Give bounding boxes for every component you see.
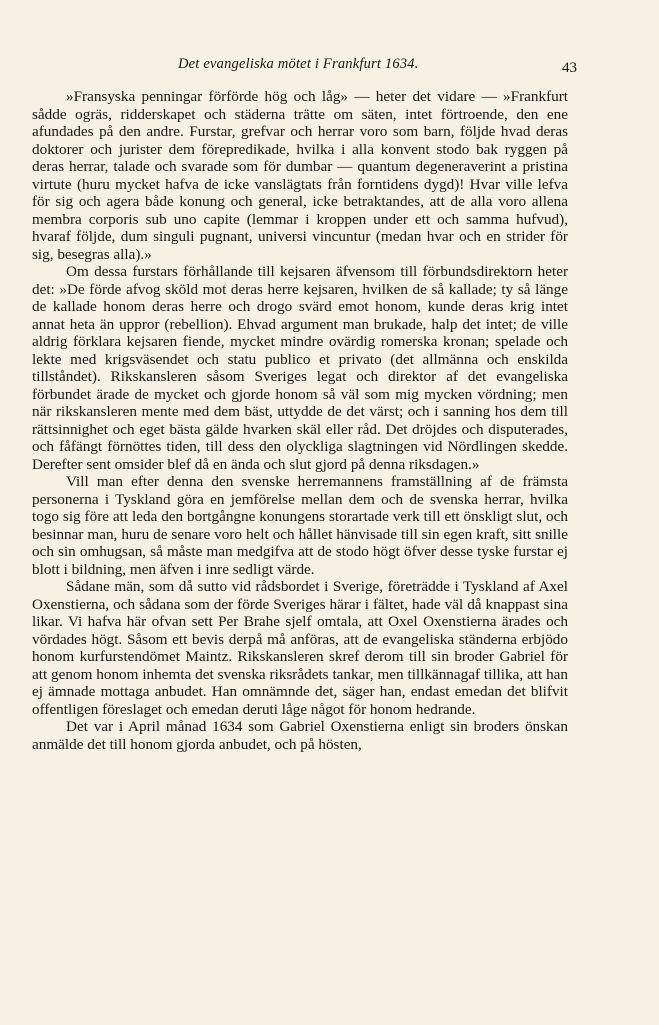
paragraph-2: Om dessa furstars förhållande till kejsaren äfvensom till förbundsdirektorn heter det: »De förde afvog sköld mot deras herre kejsaren, hvilken de så kallade; ty så länge de kallade honom deras herre och drogo svärd emot honom, kunde deras krig intet annat heta än uppror (rebellion). Ehvad argument man brukade, halp det intet; de ville aldrig förklara kejsaren fiende, mycket mindre ovärdig romerska kronan; spelade och lekte med krigsväsendet och statu publico et privato (det allmänna och enskilda tillståndet). Rikskansleren såsom Sveriges legat och direktor af det evangeliska förbundet ärade de mycket och gjorde honom så väl som mig mycken vördning; men när rikskansleren mente med dem bäst, uttydde de det värst; och i sanning hos dem till rättsinnighet och eget bästa gälde hvarken skäl eller råd. Det dröjdes och disputerades, och fåfängt förnöttes tiden, till dess den olyckliga slagtningen vid Nördlingen skedde. Derefter sent omsider blef då en ända och slut gjord på denna riksdagen.»: [32, 263, 568, 473]
running-title: Det evangeliska mötet i Frankfurt 1634.: [178, 56, 419, 72]
paragraph-1: »Fransyska penningar förförde hög och låg» — heter det vidare — »Frankfurt sådde ogräs, ridderskapet och städerna trätte om säten, intet förtroende, den ene afundades på den andre. Furstar, grefvar och herrar voro som barn, följde hvad deras doktorer och jurister dem förepredikade, hvilka i alla konvent stodo bak ryggen på deras herrar, talade och svarade som för dumbar — quantum degeneraverint a pristina virtute (huru mycket hafva de icke vanslägtats från forntidens dygd)! Hvar ville lefva för sig och agera både konung och general, icke betraktandes, att de alla voro allena membra corporis sub uno capite (lemmar i kroppen under ett och samma hufvud), hvaraf följde, dum singuli pugnant, universi vincuntur (medan hvar och en strider för sig, besegras alla).»: [32, 88, 568, 263]
paragraph-3: Vill man efter denna den svenske herremannens framställning af de främsta personerna i Tyskland göra en jemförelse mellan dem och de svenska herrar, hvilka togo sig före att leda den bortgångne konungens storartade verk till ett önskligt slut, och besinnar man, huru de senare voro helt och hållet hänvisade till sin egen kraft, sitt snille och sin omhugsan, så måste man medgifva att de stodo högt öfver desse tyske furstar ej blott i bildning, men äfven i inre sedligt värde.: [32, 473, 568, 578]
page-header: [0, 52, 659, 78]
body-text: [32, 88, 568, 753]
paragraph-4: Sådane män, som då sutto vid rådsbordet i Sverige, företrädde i Tyskland af Axel Oxenstierna, och sådana som der förde Sveriges härar i fältet, hade väl då knappast sina likar. Vi hafva här ofvan sett Per Brahe sjelf omtala, att Oxel Oxenstierna ärades och vördades högt. Såsom ett bevis derpå må anföras, att de evangeliska ständerna erbjödo honom kurfurstendömet Maintz. Rikskansleren skref derom till sin broder Gabriel för att genom honom inhemta det svenska riksrådets tankar, men tillkännagaf tillika, att han ej ämnade mottaga anbudet. Han omnämnde det, säger han, endast emedan det blifvit offentligen föreslaget och emedan deruti låge något för honom hedrande.: [32, 578, 568, 718]
page-number: 43: [562, 60, 577, 76]
paragraph-5: Det var i April månad 1634 som Gabriel Oxenstierna enligt sin broders önskan anmälde det till honom gjorda anbudet, och på hösten,: [32, 718, 568, 753]
